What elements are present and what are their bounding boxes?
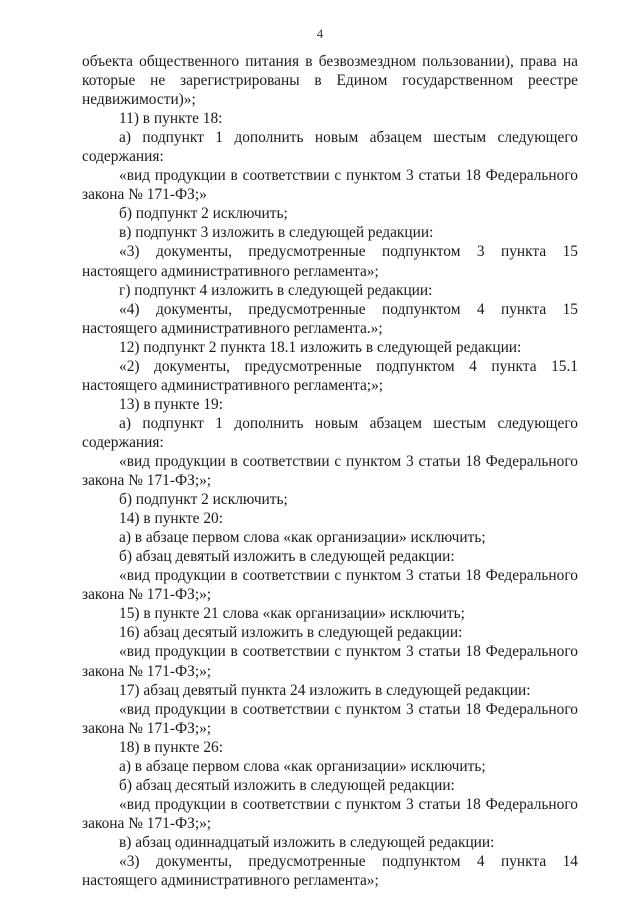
paragraph: «вид продукции в соответствии с пунктом 3 статьи 18 Федерального закона № 171-ФЗ;»; (82, 643, 578, 680)
paragraph: «вид продукции в соответствии с пунктом 3 статьи 18 Федерального закона № 171-ФЗ;»; (82, 795, 578, 832)
paragraph: «2) документы, предусмотренные подпунктом 4 пункта 15.1 настоящего административного регламента;»; (82, 357, 578, 394)
paragraph: «3) документы, предусмотренные подпунктом 4 пункта 14 настоящего административного регламента»; (82, 852, 578, 890)
paragraph: а) в абзаце первом слова «как организации» исключить; (119, 529, 486, 547)
paragraph: 15) в пункте 21 слова «как организации» исключить; (119, 605, 465, 623)
paragraph: 16) абзац десятый изложить в следующей редакции: (119, 624, 463, 642)
paragraph: г) подпункт 4 изложить в следующей редакции: (119, 281, 433, 299)
paragraph: 18) в пункте 26: (119, 738, 223, 756)
paragraph: объекта общественного питания в безвозмездном пользовании), права на которые не зарегистрированы в Едином государственном реестре недвижимости)»; (82, 53, 578, 109)
paragraph: «3) документы, предусмотренные подпунктом 3 пункта 15 настоящего административного регламента»; (82, 243, 578, 280)
paragraph: а) в абзаце первом слова «как организации» исключить; (119, 757, 486, 775)
paragraph: б) абзац девятый изложить в следующей редакции: (119, 548, 455, 566)
paragraph: в) абзац одиннадцатый изложить в следующей редакции: (119, 833, 495, 851)
paragraph: б) подпункт 2 исключить; (119, 491, 288, 509)
paragraph: 17) абзац девятый пункта 24 изложить в следующей редакции: (119, 681, 531, 699)
paragraph: «вид продукции в соответствии с пунктом 3 статьи 18 Федерального закона № 171-ФЗ;» (82, 167, 578, 204)
paragraph: 12) подпункт 2 пункта 18.1 изложить в следующей редакции: (119, 338, 522, 356)
paragraph: «вид продукции в соответствии с пунктом 3 статьи 18 Федерального закона № 171-ФЗ;»; (82, 452, 578, 490)
paragraph: 14) в пункте 20: (119, 510, 223, 528)
paragraph: «вид продукции в соответствии с пунктом 3 статьи 18 Федерального закона № 171-ФЗ;»; (82, 567, 578, 604)
paragraph: а) подпункт 1 дополнить новым абзацем шестым следующего содержания: (82, 414, 578, 451)
document-body (82, 52, 578, 890)
paragraph: «4) документы, предусмотренные подпунктом 4 пункта 15 настоящего административного регламента.»; (82, 300, 578, 337)
paragraph: 11) в пункте 18: (119, 110, 223, 128)
paragraph: 13) в пункте 19: (119, 395, 223, 413)
paragraph: а) подпункт 1 дополнить новым абзацем шестым следующего содержания: (82, 129, 578, 166)
paragraph: б) подпункт 2 исключить; (119, 205, 288, 223)
paragraph: б) абзац десятый изложить в следующей редакции: (119, 776, 455, 794)
paragraph: «вид продукции в соответствии с пунктом 3 статьи 18 Федерального закона № 171-ФЗ;»; (82, 700, 578, 737)
paragraph: в) подпункт 3 изложить в следующей редакции: (119, 224, 434, 242)
page-number: 4 (316, 26, 324, 41)
